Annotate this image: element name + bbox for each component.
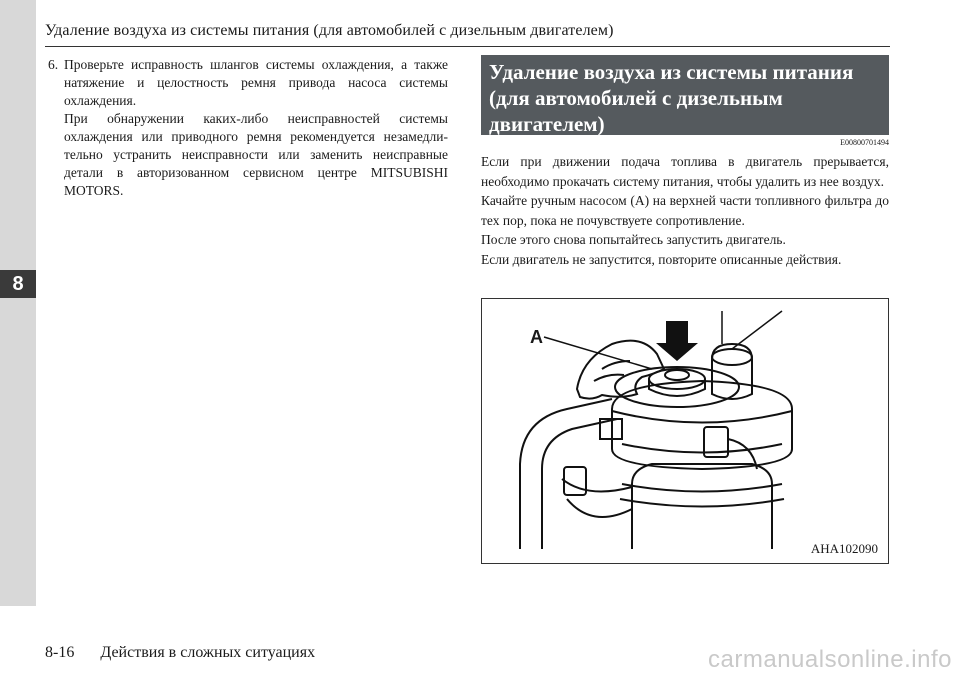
chapter-tab[interactable]: 8 [0, 270, 36, 298]
figure-code: AHA102090 [810, 541, 878, 556]
figure-label-a: A [530, 327, 543, 347]
list-item-number: 6. [48, 57, 59, 72]
paragraph-repeat: Если двигатель не запустится, повторите описанные действия. [481, 251, 842, 267]
left-column [48, 56, 448, 200]
watermark-text: carmanualsonline.info [708, 646, 952, 673]
paragraph-check-hoses: Проверьте исправность шлангов системы охлаждения, а также натяжение и целостность ремня привода насоса системы охлаждения. [64, 57, 448, 108]
paragraph-pump-instruction: Качайте ручным насосом (A) на верхней части топливного фильтра до тех пор, пока не почувствуете сопротивление. [481, 193, 889, 228]
header-rule [45, 46, 890, 47]
section-body [481, 152, 889, 269]
list-item-text [64, 56, 448, 200]
paragraph-restart: После этого снова попытайтесь запустить двигатель. [481, 232, 786, 247]
page-number: 8-16 [45, 644, 75, 661]
fuel-filter-figure [481, 298, 889, 564]
running-header: Удаление воздуха из системы питания (для автомобилей с дизельным двигателем) [45, 22, 614, 39]
section-ref-code: E00800701494 [840, 138, 889, 147]
paragraph-fuel-interrupt: Если при движении подача топлива в двигатель прерывается, необходимо прокачать систему питания, чтобы удалить из нее воздух. [481, 154, 889, 189]
chapter-title: Действия в сложных ситуациях [100, 644, 316, 661]
chapter-side-strip [0, 0, 36, 606]
section-title: Удаление воздуха из системы питания (для автомобилей с дизельным двигателем) [481, 55, 889, 135]
paragraph-service-center: При обнаружении каких-либо неисправностей системы охлаждения или приводного ремня рекомендуется незамедли-тельно устранить неисправности или заменить неисправные детали в авторизованном сервисном центре MITSUBISHI MOTORS. [64, 111, 448, 198]
page-footer [45, 644, 315, 662]
